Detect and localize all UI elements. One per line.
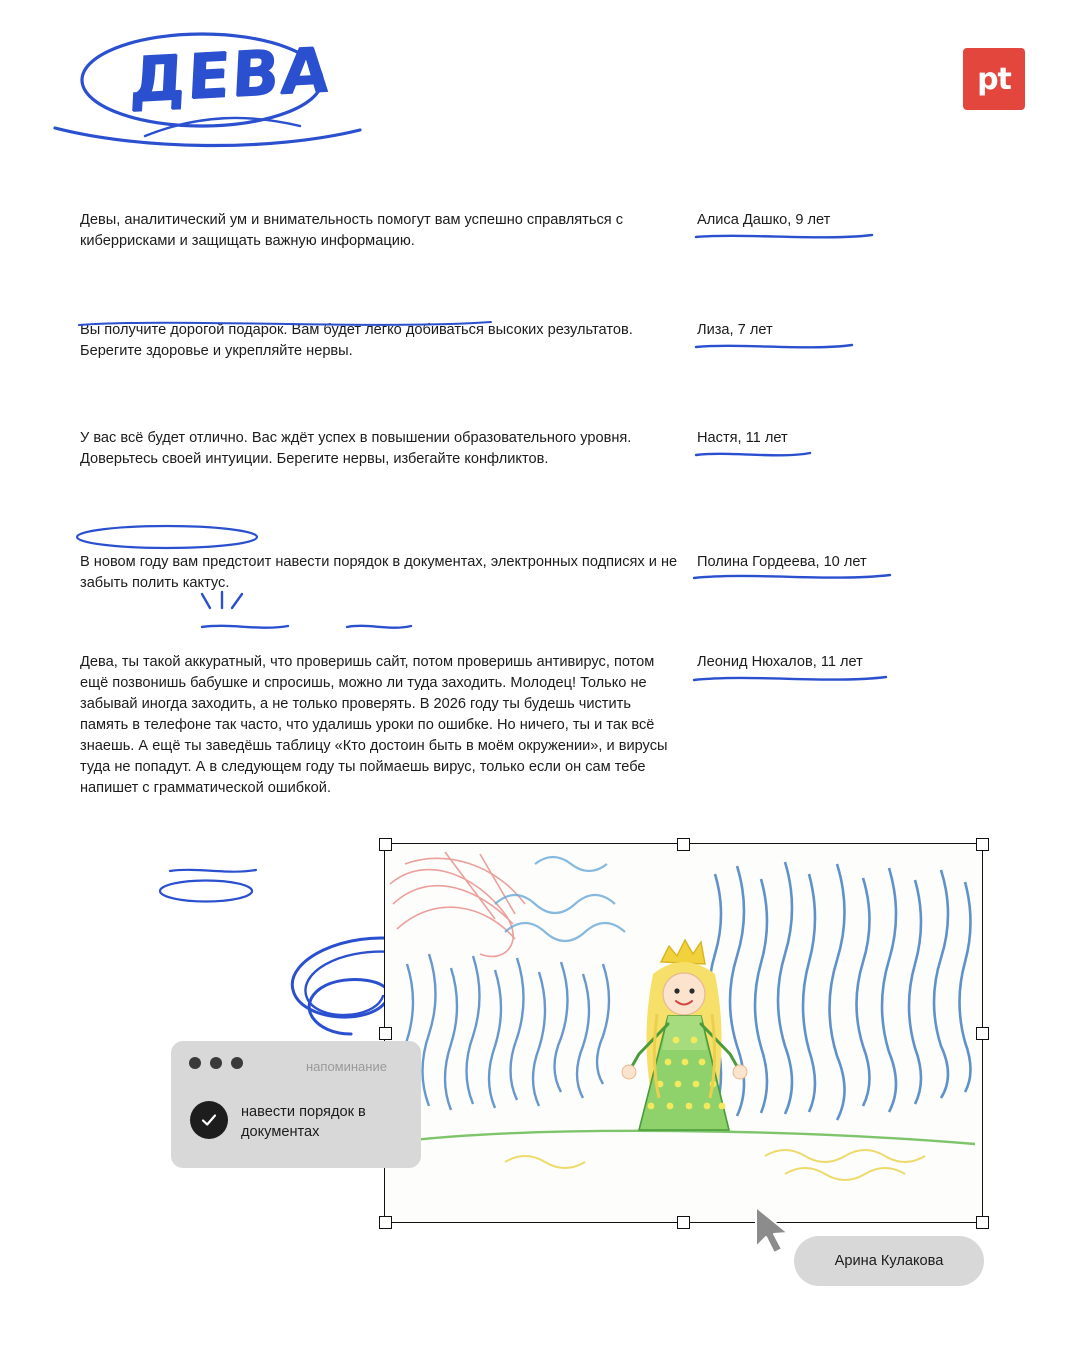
- forecast-author: Алиса Дашко, 9 лет: [697, 212, 831, 228]
- resize-handle-top-center[interactable]: [677, 838, 690, 851]
- word-underline-scribble: [200, 622, 290, 632]
- child-drawing-image[interactable]: [384, 843, 983, 1223]
- author-underline-scribble: [692, 572, 892, 582]
- card-menu-dots-icon[interactable]: [189, 1057, 243, 1069]
- resize-handle-middle-right[interactable]: [976, 1027, 989, 1040]
- collaborator-name-tag: Арина Кулакова: [794, 1236, 984, 1286]
- resize-handle-bottom-center[interactable]: [677, 1216, 690, 1229]
- mouse-cursor-icon: [752, 1205, 792, 1262]
- author-underline-scribble: [694, 450, 812, 460]
- word-underline-scribble: [168, 866, 258, 876]
- resize-handle-bottom-right[interactable]: [976, 1216, 989, 1229]
- forecast-text: Вы получите дорогой подарок. Вам будет легко добиваться высоких результатов. Берегите здоровье и укрепляйте нервы.: [80, 322, 633, 359]
- forecast-text: Девы, аналитический ум и внимательность помогут вам успешно справляться с киберрисками и защищать важную информацию.: [80, 212, 624, 249]
- forecast-text: Дева, ты такой аккуратный, что проверишь сайт, потом проверишь антивирус, потом ещё позвонишь бабушке и спросишь, можно ли туда заходить. Молодец! Только не забывай иногда заходить, а не только проверять. В 2026 году ты будешь чистить память в телефоне так часто, что удалишь уроки по ошибке. Но ничего, ты и так всё знаешь. А ещё ты заведёшь таблицу «Кто достоин быть в моём окружении», и вирусы туда не попадут. А в следующем году ты поймаешь вирус, только если он сам тебе напишет с грамматической ошибкой.: [80, 654, 668, 796]
- forecast-author: Лиза, 7 лет: [697, 322, 773, 338]
- forecast-author: Настя, 11 лет: [697, 430, 788, 446]
- forecast-author: Леонид Нюхалов, 11 лет: [697, 654, 863, 670]
- author-underline-scribble: [694, 232, 874, 242]
- forecast-author: Полина Гордеева, 10 лет: [697, 554, 867, 570]
- reminder-task-text: навести порядок в документах: [241, 1104, 366, 1140]
- resize-handle-bottom-left[interactable]: [379, 1216, 392, 1229]
- resize-handle-top-right[interactable]: [976, 838, 989, 851]
- page-header: [0, 0, 1080, 190]
- resize-handle-middle-left[interactable]: [379, 1027, 392, 1040]
- resize-handle-top-left[interactable]: [379, 838, 392, 851]
- reminder-category-label: напоминание: [306, 1059, 387, 1074]
- forecast-text: В новом году вам предстоит навести порядок в документах, электронных подписях и не забыть полить кактус.: [80, 554, 678, 591]
- page-title: ДЕВА: [128, 32, 333, 117]
- author-underline-scribble: [694, 342, 854, 352]
- checkmark-icon[interactable]: [190, 1101, 228, 1139]
- word-circle-scribble: [157, 879, 255, 903]
- reminder-card[interactable]: [171, 1041, 421, 1168]
- text-circle-scribble: [74, 524, 260, 550]
- word-underline-scribble: [345, 622, 413, 632]
- brand-logo: pt: [963, 48, 1025, 110]
- forecast-text: У вас всё будет отлично. Вас ждёт успех в повышении образовательного уровня. Доверьтесь своей интуиции. Берегите нервы, избегайте конфликтов.: [80, 430, 632, 467]
- drawing-canvas: [385, 844, 982, 1222]
- author-underline-scribble: [692, 674, 888, 684]
